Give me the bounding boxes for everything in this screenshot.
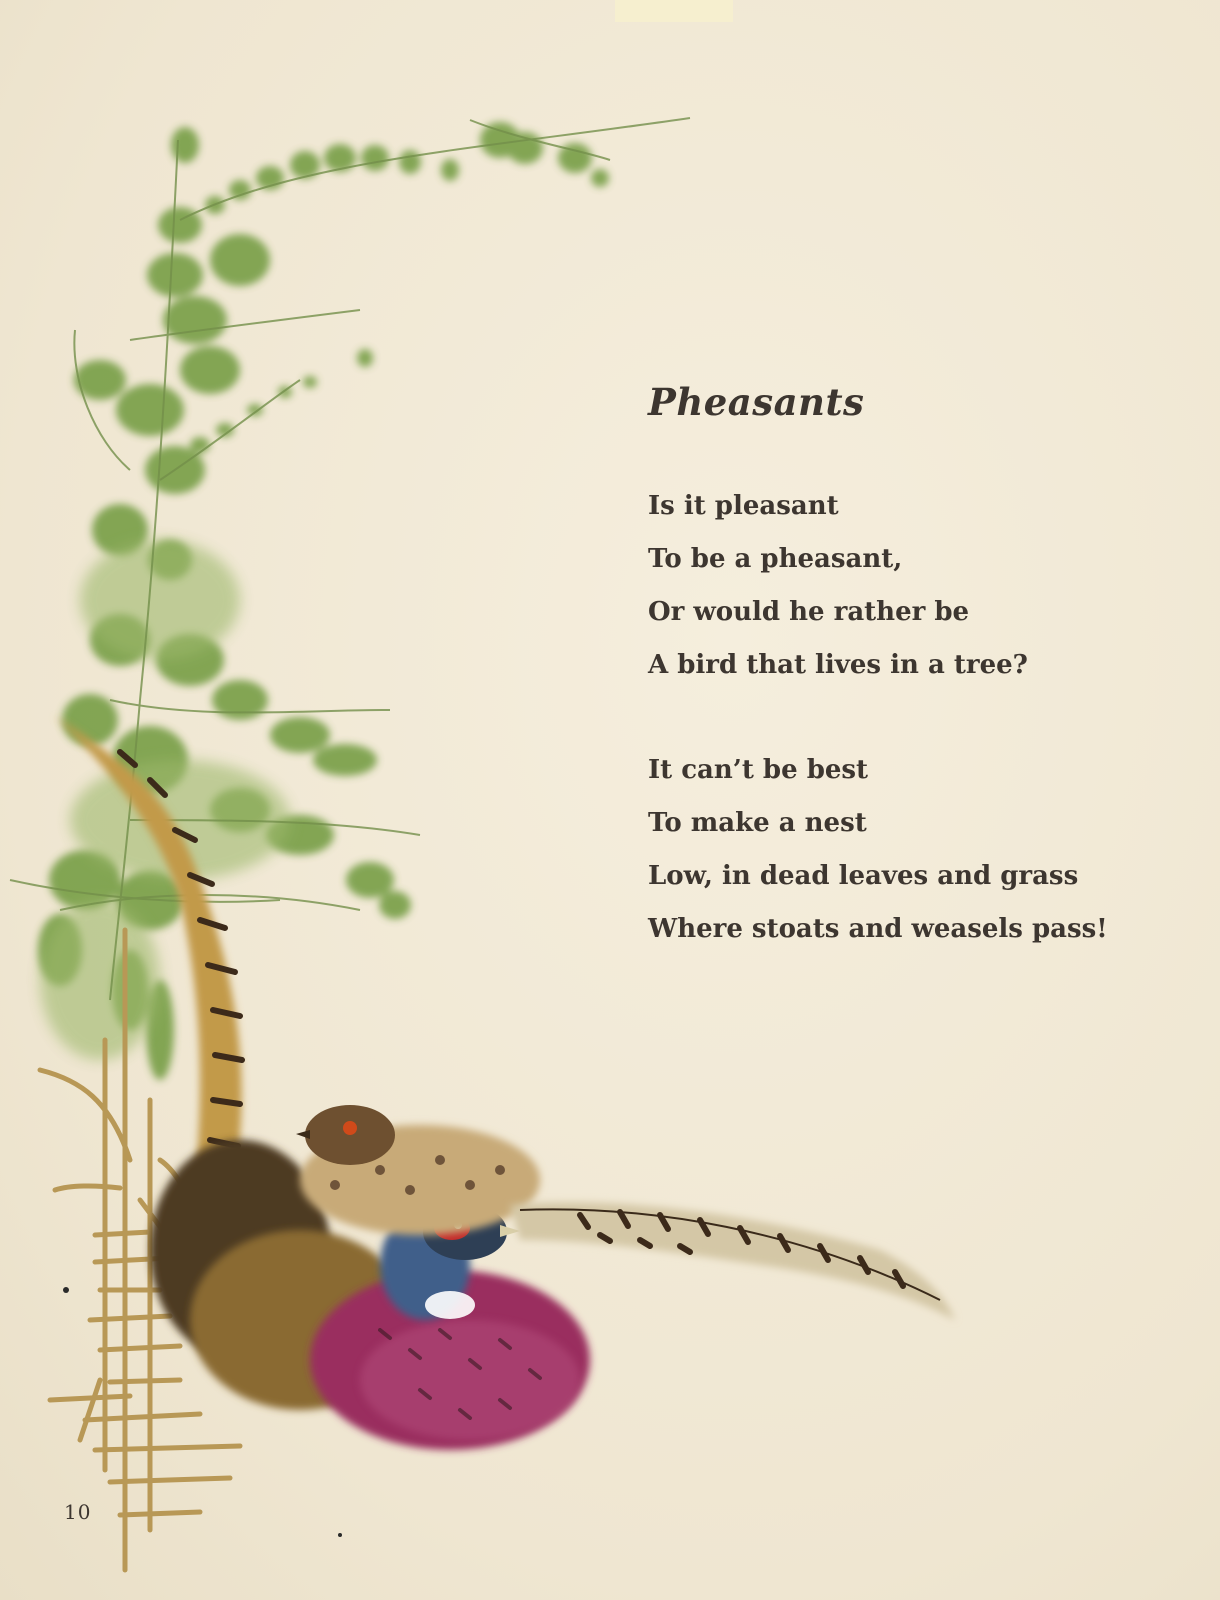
- poem-line: Is it pleasant: [648, 491, 839, 521]
- poem-line: To be a pheasant,: [648, 544, 903, 574]
- poem-title: Pheasants: [648, 380, 865, 424]
- stanza: [648, 480, 1108, 692]
- poem-line: To make a nest: [648, 808, 867, 838]
- poem: [648, 380, 1108, 1008]
- poem-line: It can’t be best: [648, 755, 869, 785]
- stanza: [648, 744, 1108, 956]
- foliage: [10, 118, 690, 1080]
- page-number: 10: [64, 1500, 92, 1524]
- poem-line: Where stoats and weasels pass!: [648, 914, 1108, 944]
- poem-line: Low, in dead leaves and grass: [648, 861, 1079, 891]
- pheasant-female: [296, 1105, 540, 1235]
- poem-line: Or would he rather be: [648, 597, 970, 627]
- poem-line: A bird that lives in a tree?: [648, 650, 1028, 680]
- pheasant-tail-horizontal: [510, 1202, 955, 1320]
